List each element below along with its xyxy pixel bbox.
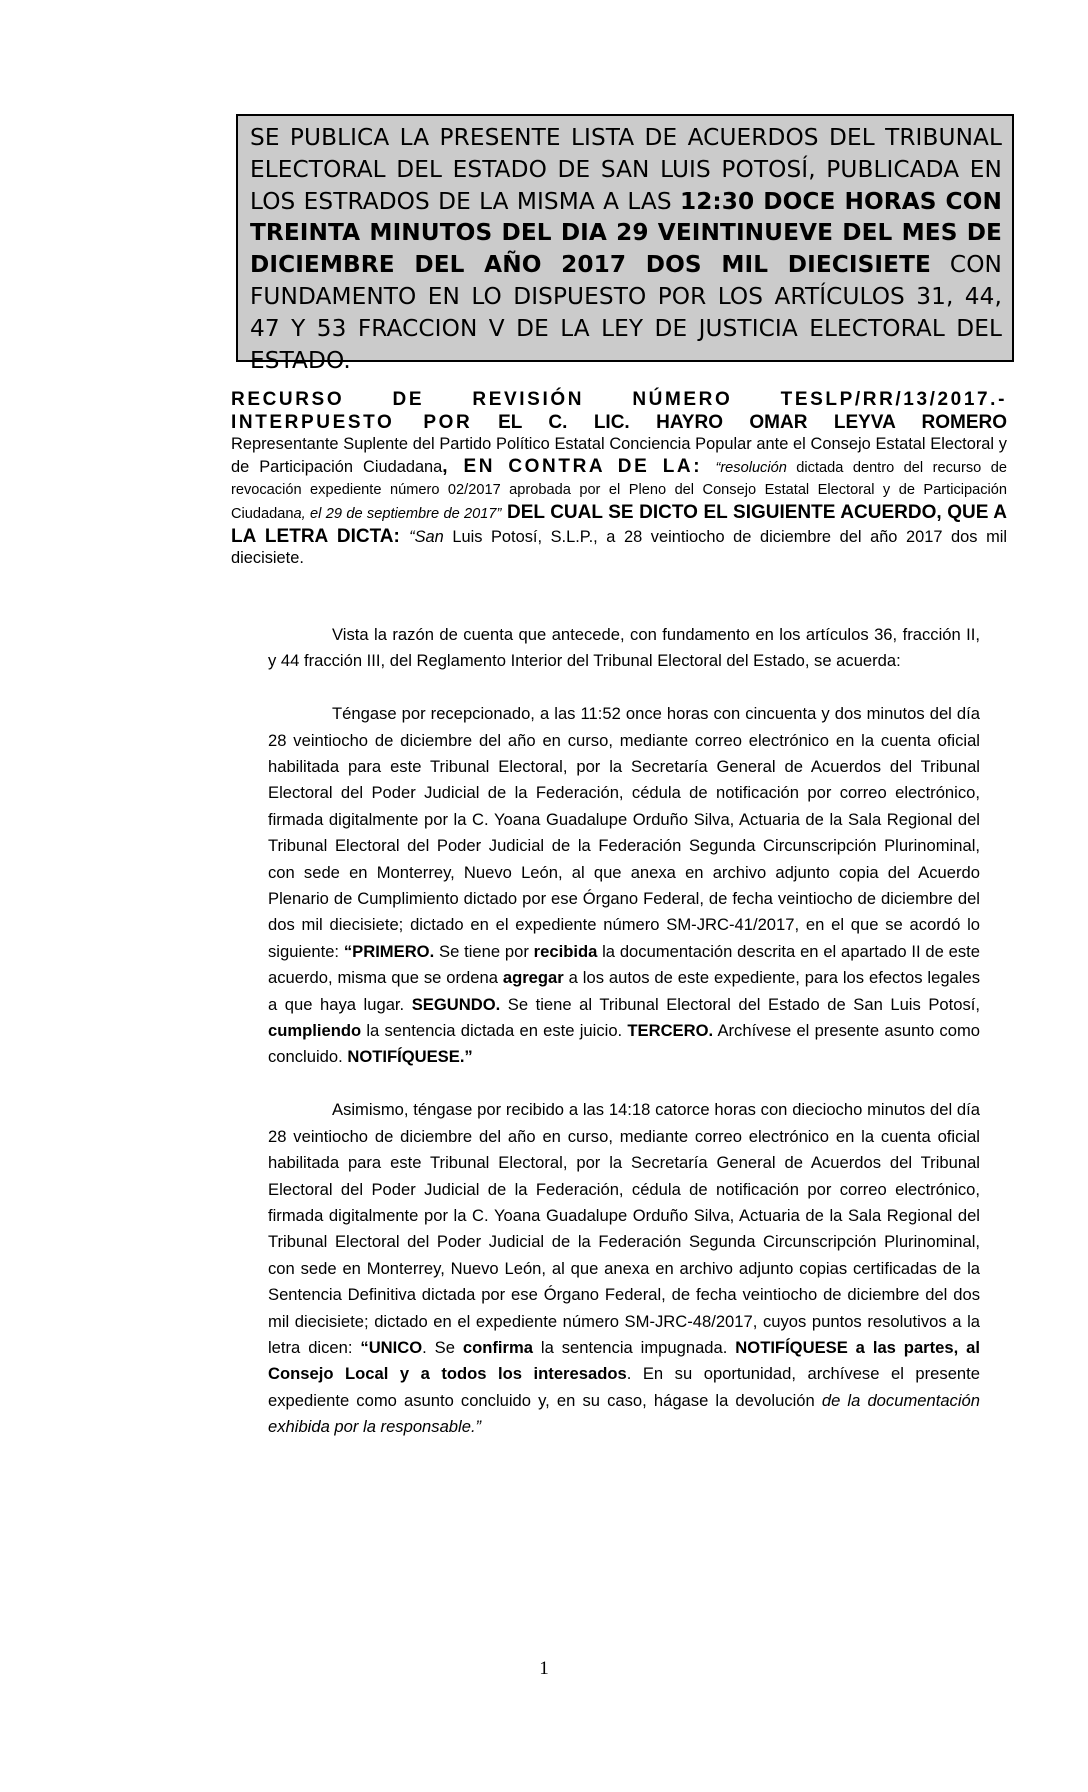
case-number-line <box>231 389 1007 412</box>
p2-primero: “PRIMERO. <box>343 941 435 961</box>
p2-text: Se tiene al Tribunal Electoral del Estado de San Luis Potosí, <box>500 994 980 1014</box>
p3-confirma: confirma <box>462 1337 533 1357</box>
p3-italic-end: de la documentación exhibida por la responsable.” <box>268 1390 980 1437</box>
act-date: a, el 29 de septiembre de 2017” <box>293 505 502 522</box>
p2-agregar: agregar <box>502 968 564 988</box>
p2-recibida: recibida <box>533 941 598 961</box>
act-text: dictada dentro del recurso de revocación expediente número 02/2017 aprobada por el Pleno del Consejo Estatal Electoral y de Participación Ciudadan <box>231 459 1007 522</box>
representative-text: Representante Suplente del Partido Político Estatal Conciencia Popular ante el Consejo Estatal Electoral y de Participación Ciudadana <box>231 435 1007 476</box>
p2-text: la documentación descrita en el apartado II de este acuerdo, misma que se ordena <box>268 941 980 988</box>
act-italic: “resolución <box>715 459 787 476</box>
p3-text: . En su oportunidad, archívese el presente expediente como asunto concluido y, en su caso, hágase la devolución <box>268 1364 980 1410</box>
p3-text: Asimismo, téngase por recibido a las 14:18 catorce horas con dieciocho minutos del día 28 veintiocho de diciembre del año en curso, mediante correo electrónico en la cuenta oficial habilitada para este Tribunal Electoral, por la Secretaría General de Acuerdos del Tribunal Electoral del Poder Judicial de la Federación, cédula de notificación por correo electrónico, firmada digitalmente por la C. Yoana Guadalupe Orduño Silva, Actuaria de la Sala Regional del Tribunal Electoral del Poder Judicial de la Federación Segunda Circunscripción Plurinominal, con sede en Monterrey, Nuevo León, al que anexa en archivo adjunto copias certificadas de la Sentencia Definitiva dictada por ese Órgano Federal, de fecha veintiocho de diciembre del dos mil diecisiete; dictado en el expediente número SM-JRC-48/2017, cuyos puntos resolutivos a la letra dicen: <box>268 1100 980 1357</box>
against-label: , EN CONTRA DE LA: <box>442 455 716 477</box>
page-number: 1 <box>539 1658 549 1679</box>
filed-by-line <box>231 412 1007 435</box>
p2-segundo: SEGUNDO. <box>411 994 501 1014</box>
case-number: RECURSO DE REVISIÓN NÚMERO TESLP/RR/13/2017.- <box>231 389 1007 410</box>
p3-unico: “UNICO <box>360 1337 423 1357</box>
paragraph-1 <box>268 622 980 675</box>
publication-notice-box <box>236 114 1014 374</box>
filed-by-label: INTERPUESTO POR <box>231 411 473 433</box>
p3-text: . Se <box>422 1337 463 1357</box>
p2-text: Se tiene por <box>434 941 534 961</box>
paragraph-1-text: Vista la razón de cuenta que antecede, con fundamento en los artículos 36, fracción II, y 44 fracción III, del Reglamento Interior del Tribunal Electoral del Estado, se acuerda: <box>268 625 980 671</box>
p2-cumpliendo: cumpliendo <box>268 1021 362 1041</box>
notice-date-bold: 12:30 DOCE HORAS CON TREINTA MINUTOS DEL DIA 29 VEINTINUEVE DEL MES DE DICIEMBRE DEL AÑO 2017 DOS MIL DIECISIETE <box>250 187 1002 279</box>
p2-text: la sentencia dictada en este juicio. <box>361 1021 628 1041</box>
p3-notifiquese: NOTIFÍQUESE a las partes, al Consejo Local y a todos los interesados <box>268 1337 980 1384</box>
p2-text: Téngase por recepcionado, a las 11:52 once horas con cincuenta y dos minutos del día 28 veintiocho de diciembre del año en curso, mediante correo electrónico en la cuenta oficial habilitada para este Tribunal Electoral, por la Secretaría General de Acuerdos del Tribunal Electoral del Poder Judicial de la Federación, cédula de notificación por correo electrónico, firmada digitalmente por la C. Yoana Guadalupe Orduño Silva, Actuaria de la Sala Regional del Tribunal Electoral del Poder Judicial de la Federación Segunda Circunscripción Plurinominal, con sede en Monterrey, Nuevo León, al que anexa en archivo adjunto copia del Acuerdo Plenario de Cumplimiento dictado por ese Órgano Federal, de fecha veintiocho de diciembre del dos mil diecisiete; dictado en el expediente número SM-JRC-41/2017, en el que se acordó lo siguiente: <box>268 704 980 961</box>
filer-name: EL C. LIC. HAYRO OMAR LEYVA ROMERO <box>498 411 1007 433</box>
agreement-intro: DEL CUAL SE DICTO EL SIGUIENTE ACUERDO, QUE A LA LETRA DICTA: <box>231 501 1007 547</box>
place-date: Luis Potosí, S.L.P., a 28 veintiocho de diciembre del año 2017 dos mil diecisiete. <box>231 527 1008 568</box>
paragraph-3 <box>268 1097 980 1440</box>
paragraph-2 <box>268 701 980 1071</box>
place-italic: “San <box>409 527 444 546</box>
p2-text: a los autos de este expediente, para los efectos legales a que haya lugar. <box>268 968 980 1014</box>
notice-legal-basis: CON FUNDAMENTO EN LO DISPUESTO POR LOS ARTÍCULOS 31, 44, 47 Y 53 FRACCION V DE LA LEY DE JUSTICIA ELECTORAL DEL ESTADO. <box>250 251 1002 374</box>
notice-text: SE PUBLICA LA PRESENTE LISTA DE ACUERDOS DEL TRIBUNAL ELECTORAL DEL ESTADO DE SAN LUIS POTOSÍ, PUBLICADA EN LOS ESTRADOS DE LA MISMA A LAS <box>250 124 1002 215</box>
p2-tercero: TERCERO. <box>627 1021 714 1041</box>
p2-text: Archívese el presente asunto como concluido. <box>268 1021 981 1067</box>
p3-text: la sentencia impugnada. <box>532 1337 736 1357</box>
agreement-body <box>268 622 980 1467</box>
p2-notifiquese: NOTIFÍQUESE.” <box>347 1047 473 1067</box>
case-header <box>231 389 1007 570</box>
